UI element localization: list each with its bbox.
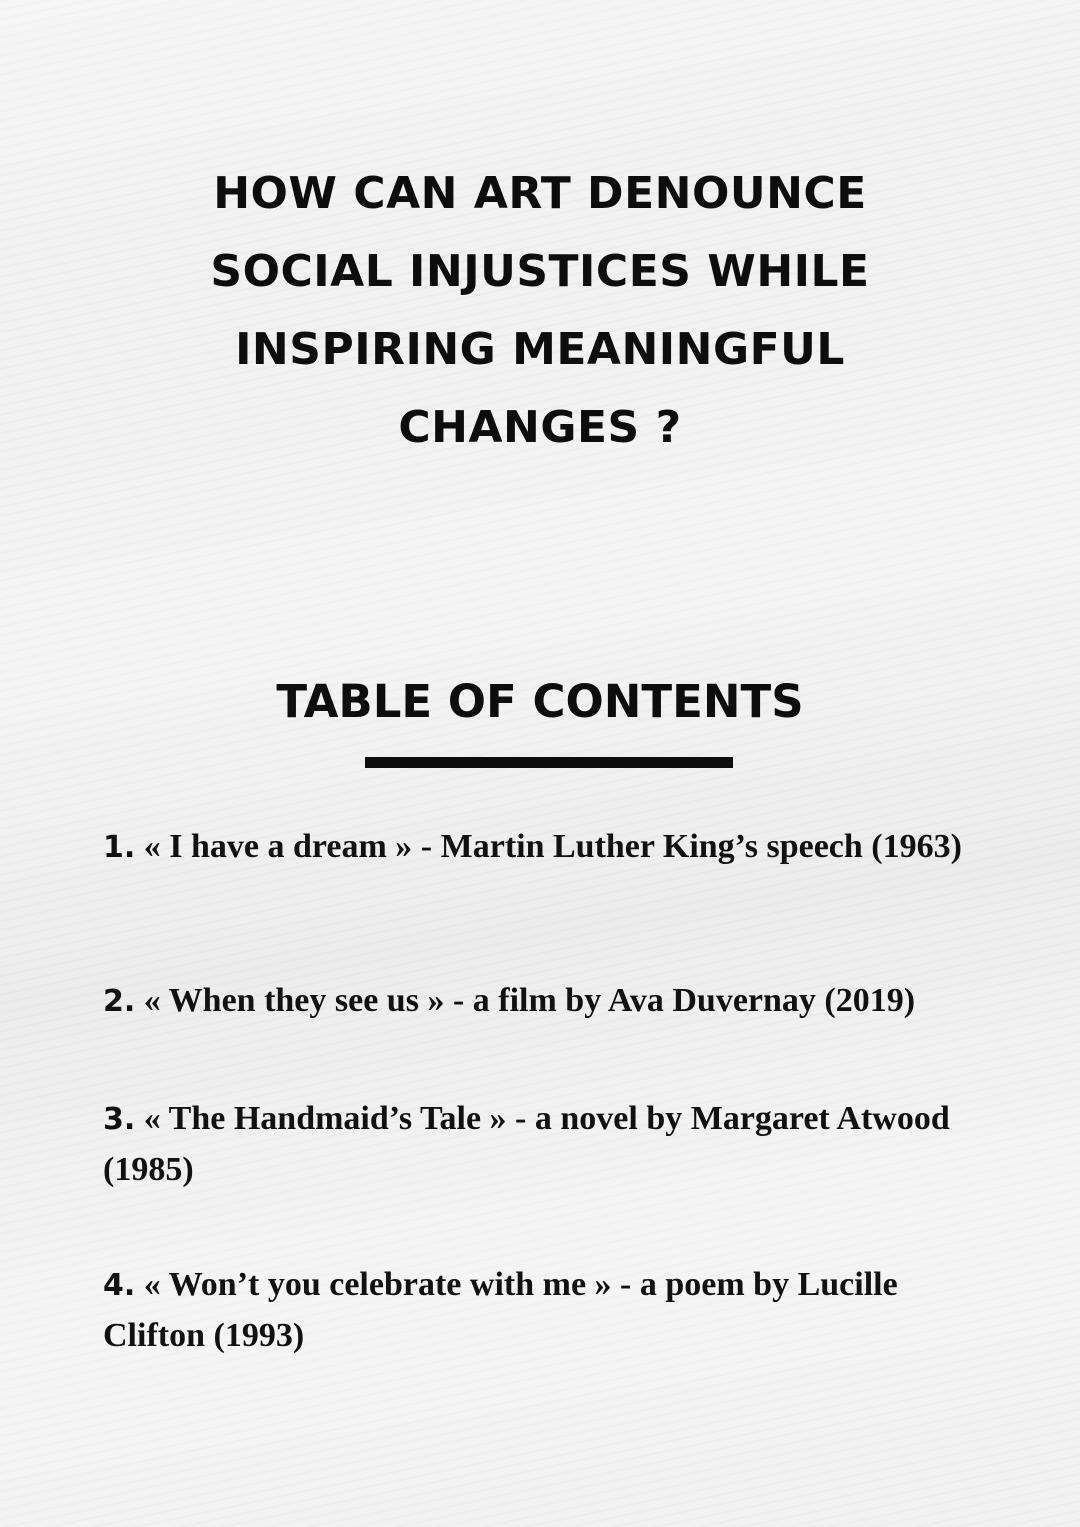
toc-item-text: « When they see us » - a film by Ava Duvernay (2019)	[135, 982, 916, 1019]
toc-divider	[365, 757, 733, 768]
toc-heading: TABLE OF CONTENTS	[276, 675, 804, 728]
page-title	[150, 155, 930, 467]
toc-item-text: « The Handmaid’s Tale » - a novel by Margaret Atwood (1985)	[103, 1100, 950, 1188]
title-line: CHANGES ?	[398, 402, 682, 453]
toc-item-number: 4.	[103, 1268, 136, 1303]
toc-item	[103, 976, 983, 1027]
toc-item-number: 2.	[103, 984, 136, 1019]
title-line: SOCIAL INJUSTICES WHILE	[210, 246, 870, 297]
title-line: HOW CAN ART DENOUNCE	[213, 168, 867, 219]
toc-item-text: « Won’t you celebrate with me » - a poem by Lucille Clifton (1993)	[103, 1266, 898, 1354]
toc-item-number: 1.	[103, 830, 136, 865]
toc-item	[103, 1260, 983, 1361]
toc-item-number: 3.	[103, 1102, 136, 1137]
toc-item	[103, 822, 983, 873]
toc-item	[103, 1094, 983, 1195]
title-line: INSPIRING MEANINGFUL	[235, 324, 845, 375]
toc-item-text: « I have a dream » - Martin Luther King’s speech (1963)	[135, 828, 962, 865]
